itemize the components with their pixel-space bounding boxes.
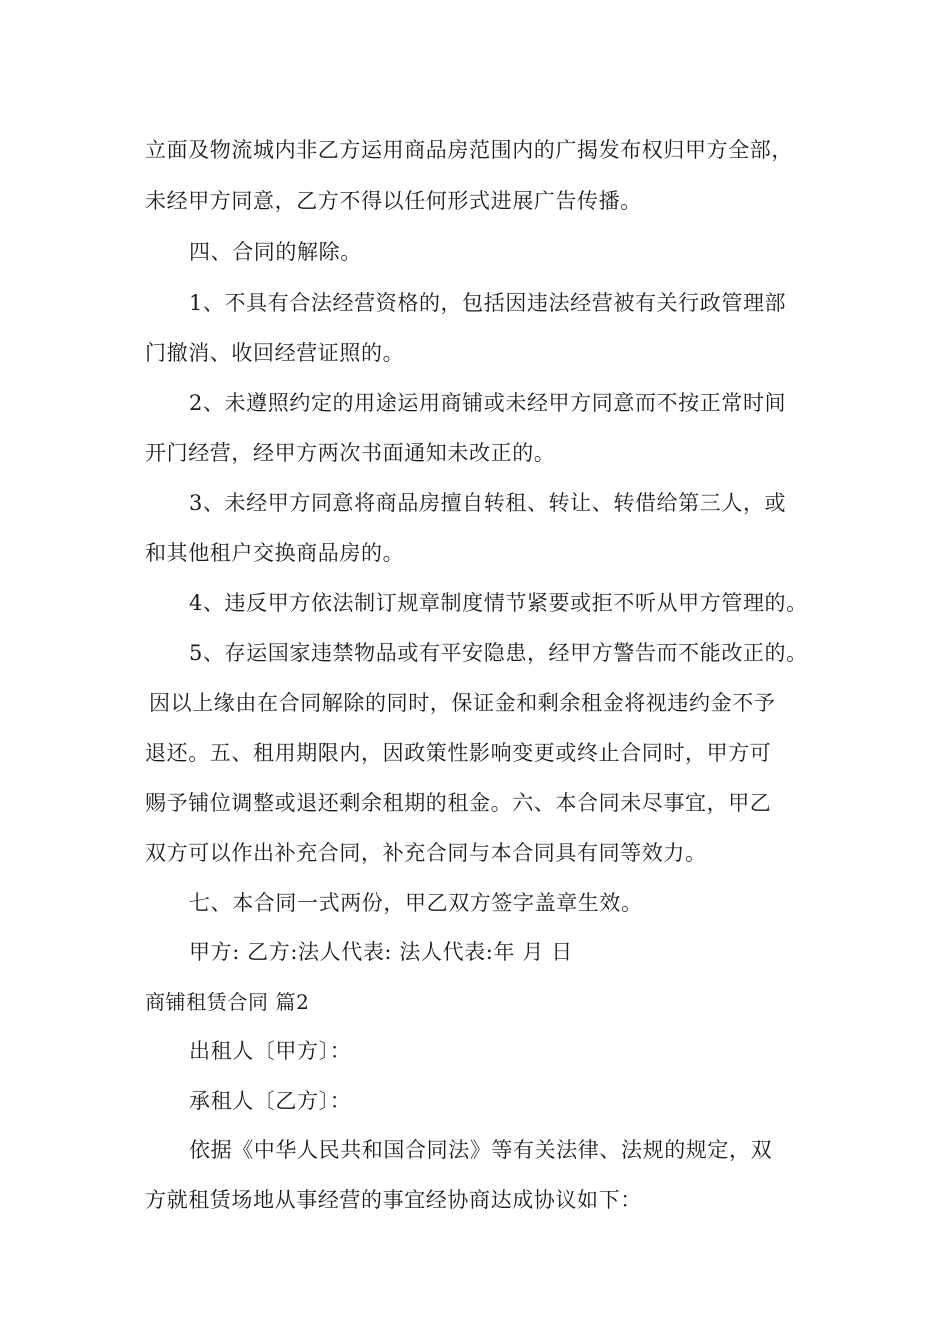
paragraph-line: 未经甲方同意，乙方不得以任何形式进展广告传播。 [145, 189, 642, 213]
paragraph-line: 因以上缘由在合同解除的同时，保证金和剩余租金将视违约金不予 [149, 691, 776, 715]
clause-line: 4、违反甲方依法制订规章制度情节紧要或拒不听从甲方管理的。 [189, 591, 808, 615]
clause-line: 2、未遵照约定的用途运用商铺或未经甲方同意而不按正常时间 [189, 391, 787, 415]
paragraph-line: 立面及物流城内非乙方运用商品房范围内的广揭发布权归甲方全部， [145, 138, 793, 162]
paragraph-line: 依据《中华人民共和国合同法》等有关法律、法规的规定，双 [189, 1138, 773, 1162]
clause-line: 开门经营，经甲方两次书面通知未改正的。 [145, 441, 556, 465]
clause-line: 5、存运国家违禁物品或有平安隐患，经甲方警告而不能改正的。 [189, 641, 808, 665]
paragraph-line: 双方可以作出补充合同，补充合同与本合同具有同等效力。 [145, 841, 707, 865]
clause-line: 3、未经甲方同意将商品房擅自转租、转让、转借给第三人，或 [189, 491, 787, 515]
signature-line: 甲方: 乙方:法人代表: 法人代表:年 月 日 [189, 940, 573, 964]
clause-line: 和其他租户交换商品房的。 [145, 541, 405, 565]
paragraph-line: 退还。五、租用期限内，因政策性影响变更或终止合同时，甲方可 [145, 741, 772, 765]
clause-line: 1、不具有合法经营资格的，包括因违法经营被有关行政管理部 [189, 291, 787, 315]
contract-title: 商铺租赁合同 篇2 [145, 990, 310, 1014]
lessee-field: 承租人〔乙方〕： [189, 1089, 352, 1113]
paragraph-line: 方就租赁场地从事经营的事宜经协商达成协议如下： [145, 1188, 642, 1212]
lessor-field: 出租人〔甲方〕： [189, 1039, 352, 1063]
paragraph-line: 七、本合同一式两份，甲乙双方签字盖章生效。 [189, 891, 643, 915]
section-heading: 四、合同的解除。 [189, 240, 362, 264]
paragraph-line: 赐予铺位调整或退还剩余租期的租金。六、本合同未尽事宜，甲乙 [145, 791, 772, 815]
clause-line: 门撤消、收回经营证照的。 [145, 341, 405, 365]
